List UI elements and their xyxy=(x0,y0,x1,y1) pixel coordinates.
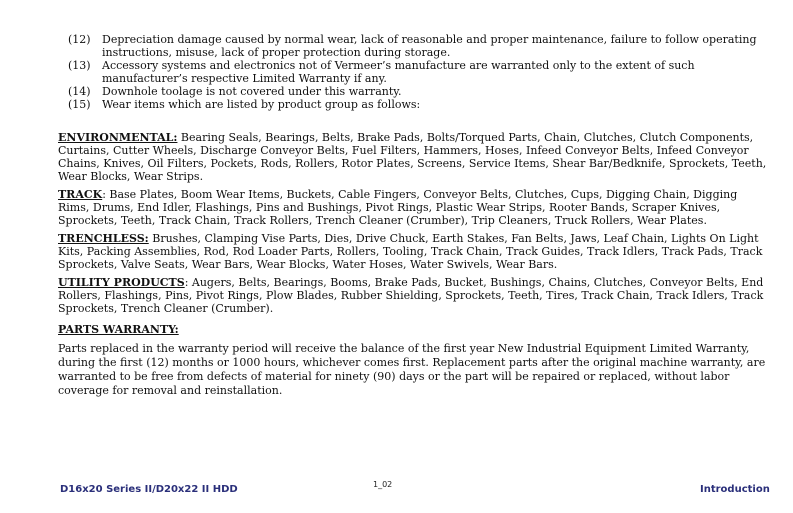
environmental-section xyxy=(58,131,770,183)
list-item-text: Accessory systems and electronics not of Vermeer’s manufacture are warranted only to the extent of such manufacturer’s respective Limited Warranty if any. xyxy=(102,59,695,85)
track-section xyxy=(58,188,770,227)
footer-page-number: 1_02 xyxy=(373,480,393,489)
utility-products-section xyxy=(58,276,770,315)
list-item xyxy=(68,33,768,59)
list-item-number: (15) xyxy=(68,98,91,111)
utility-products-text: : Augers, Belts, Bearings, Booms, Brake Pads, Bucket, Bushings, Chains, Clutches, Conveyor Belts, End Rollers, Flashings, Pins, Pivot Rings, Plow Blades, Rubber Shielding, Sprockets, Teeth, Tires, Track Chain, Track Idlers, Track Sprockets, Trench Cleaner (Crumber). xyxy=(58,276,764,315)
footer-model: D16x20 Series II/D20x22 II HDD xyxy=(60,484,238,495)
parts-warranty-text: Parts replaced in the warranty period will receive the balance of the first year New Industrial Equipment Limited Warranty, during the first (12) months or 1000 hours, whichever comes first. Replacement parts after the original machine warranty, are warranted to be free from defects of material for ninety (90) days or the part will be repaired or replaced, without labor coverage for removal and reinstallation. xyxy=(58,342,766,397)
list-item xyxy=(68,85,768,98)
list-item xyxy=(68,59,768,85)
trenchless-section xyxy=(58,232,770,271)
list-item xyxy=(68,98,768,111)
list-item-text: Downhole toolage is not covered under this warranty. xyxy=(102,85,402,98)
parts-warranty-heading: PARTS WARRANTY: xyxy=(58,323,179,336)
trenchless-heading: TRENCHLESS: xyxy=(58,232,149,245)
list-item-text: Wear items which are listed by product group as follows: xyxy=(102,98,421,111)
utility-products-heading: UTILITY PRODUCTS xyxy=(58,276,185,289)
list-item-text: Depreciation damage caused by normal wear, lack of reasonable and proper maintenance, failure to follow operating instructions, misuse, lack of proper protection during storage. xyxy=(102,33,757,59)
environmental-text: Bearing Seals, Bearings, Belts, Brake Pads, Bolts/Torqued Parts, Chain, Clutches, Clutch Components, Curtains, Cutter Wheels, Discharge Conveyor Belts, Fuel Filters, Hammers, Hoses, Infeed Conveyor Belts, Infeed Conveyor Chains, Knives, Oil Filters, Pockets, Rods, Rollers, Rotor Plates, Screens, Service Items, Shear Bar/Bedknife, Sprockets, Teeth, Wear Blocks, Wear Strips. xyxy=(58,131,767,183)
exclusions-list xyxy=(68,33,768,111)
trenchless-text: Brushes, Clamping Vise Parts, Dies, Drive Chuck, Earth Stakes, Fan Belts, Jaws, Leaf Chain, Lights On Light Kits, Packing Assemblies, Rod, Rod Loader Parts, Rollers, Tooling, Track Chain, Track Guides, Track Idlers, Track Pads, Track Sprockets, Valve Seats, Wear Bars, Wear Blocks, Water Hoses, Water Swivels, Wear Bars. xyxy=(58,232,763,271)
track-heading: TRACK xyxy=(58,188,103,201)
list-item-number: (12) xyxy=(68,33,91,46)
track-text: : Base Plates, Boom Wear Items, Buckets, Cable Fingers, Conveyor Belts, Clutches, Cups, Digging Chain, Digging Rims, Drums, End Idler, Flashings, Pins and Bushings, Pivot Rings, Plastic Wear Strips, Rooter Bands, Scraper Knives, Sprockets, Teeth, Track Chain, Track Rollers, Trench Cleaner (Crumber), Trip Cleaners, Truck Rollers, Wear Plates. xyxy=(58,188,738,227)
environmental-heading: ENVIRONMENTAL: xyxy=(58,131,178,144)
page-footer xyxy=(0,480,793,504)
wear-items-sections xyxy=(58,131,770,398)
list-item-number: (14) xyxy=(68,85,91,98)
footer-section: Introduction xyxy=(700,484,770,495)
list-item-number: (13) xyxy=(68,59,91,72)
